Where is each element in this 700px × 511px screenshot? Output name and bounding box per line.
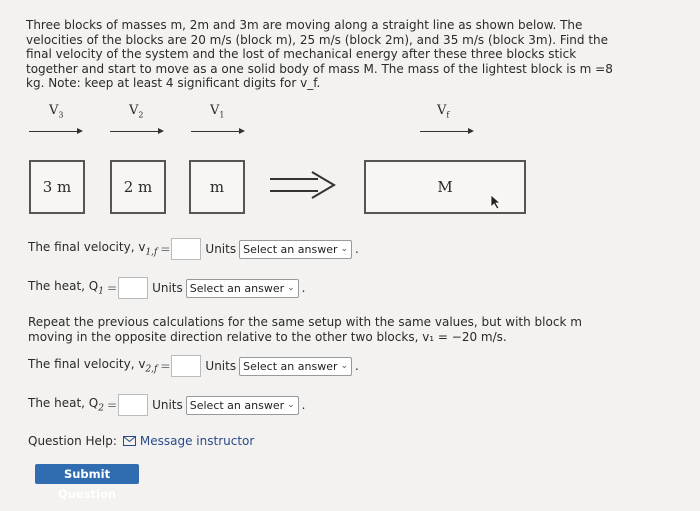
final-velocity-2-label: The final velocity, $v_{2,f}$ [28,357,158,375]
final-velocity-1-label: The final velocity, $v_{1,f}$ [28,240,158,258]
chevron-down-icon: ⌄ [340,361,349,371]
vf-label: $V_f$ [437,103,450,120]
block-2m: 2 m [110,160,166,214]
final-velocity-2-input[interactable] [171,355,201,377]
v1-label: $V_1$ [210,103,225,120]
v1-arrow [191,131,243,132]
v2-label: $V_2$ [129,103,144,120]
heat-1-units-select[interactable]: Select an answer ⌄ [186,279,299,298]
heat-1-row: The heat, $Q_1$ = Units Select an answer ⌄ . [28,277,306,299]
vf-arrow [420,131,472,132]
block-m: m [189,160,245,214]
message-instructor-link[interactable]: Message instructor [123,434,254,448]
units-label: Units [152,398,183,412]
chevron-down-icon: ⌄ [340,244,349,254]
block-3m: 3 m [29,160,85,214]
final-velocity-2-row: The final velocity, $v_{2,f}$ = Units Select an answer ⌄ . [28,355,359,377]
block-M: M [364,160,526,214]
final-velocity-2-units-select[interactable]: Select an answer ⌄ [239,357,352,376]
units-label: Units [152,281,183,295]
question-help [28,434,254,448]
final-velocity-1-input[interactable] [171,238,201,260]
heat-1-label: The heat, $Q_1$ [28,279,104,297]
heat-2-input[interactable] [118,394,148,416]
heat-2-units-select[interactable]: Select an answer ⌄ [186,396,299,415]
problem-statement: Three blocks of masses m, 2m and 3m are moving along a straight line as shown below. The velocities of the blocks are 20 m/s (block m), 25 m/s (block 2m), and 35 m/s (block 3m). Find the final velocity of the system and the lost of mechanical energy after these three blocks stick together and start to move as a one solid body of mass M. The mass of the lightest block is m =8 kg. Note: keep at least 4 significant digits for v_f. [26,18,613,90]
double-arrow-icon [268,170,340,200]
repeat-instructions: Repeat the previous calculations for the same setup with the same values, but with block m moving in the opposite direction relative to the other two blocks, v₁ = −20 m/s. [28,315,582,344]
heat-2-label: The heat, $Q_2$ [28,396,104,414]
v2-arrow [110,131,162,132]
v3-label: $V_3$ [49,103,64,120]
mouse-cursor-icon [490,194,502,210]
chevron-down-icon: ⌄ [287,400,295,410]
final-velocity-1-row: The final velocity, $v_{1,f}$ = Units Select an answer ⌄ . [28,238,359,260]
question-help-label: Question Help: [28,434,117,448]
heat-2-row: The heat, $Q_2$ = Units Select an answer ⌄ . [28,394,306,416]
submit-question-button[interactable]: Submit Question [35,464,139,484]
chevron-down-icon: ⌄ [287,283,295,293]
units-label: Units [205,242,237,256]
final-velocity-1-units-select[interactable]: Select an answer ⌄ [239,240,352,259]
v3-arrow [29,131,81,132]
units-label: Units [205,359,237,373]
heat-1-input[interactable] [118,277,148,299]
envelope-icon [123,436,136,446]
